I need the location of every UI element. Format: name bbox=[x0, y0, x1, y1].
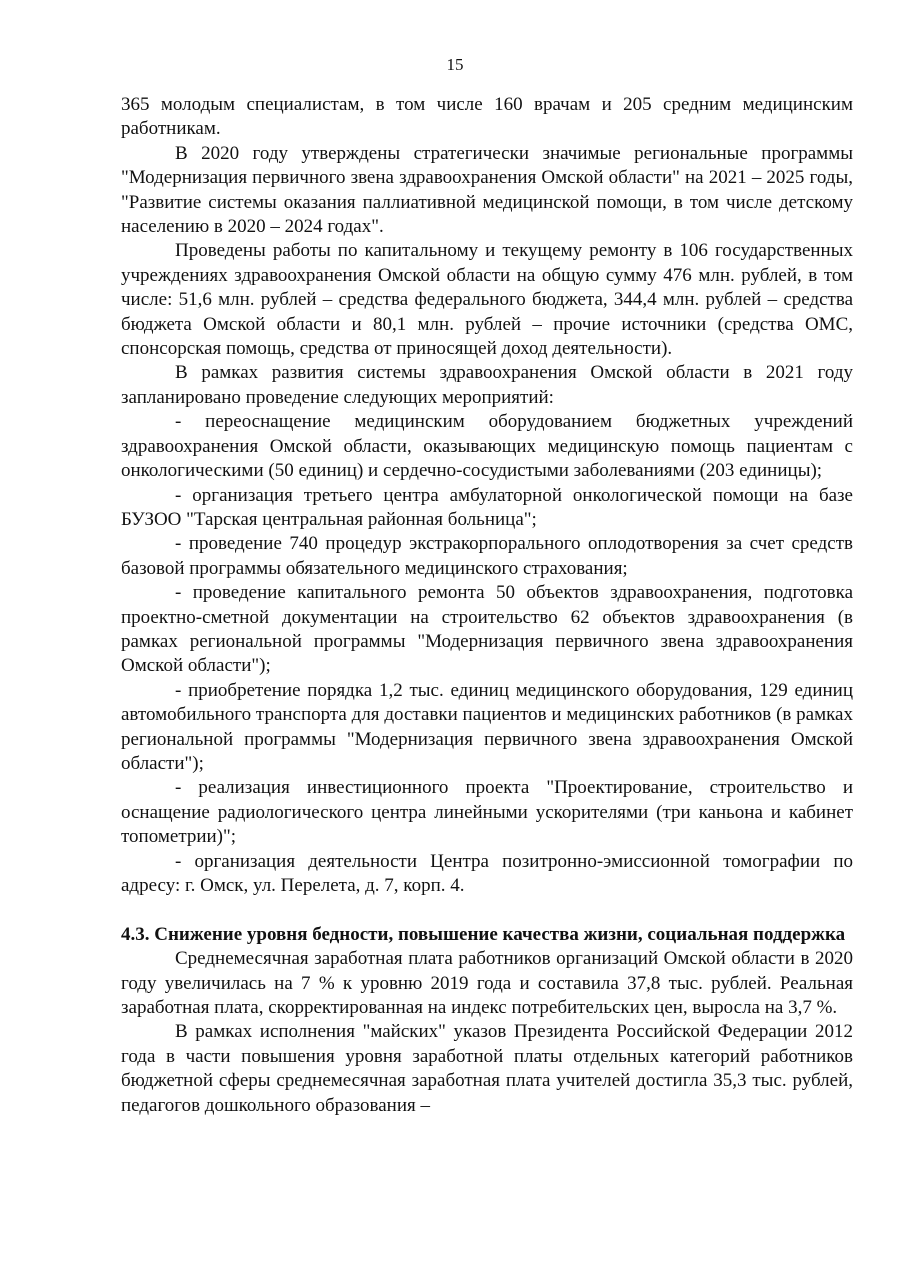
paragraph-repairs: Проведены работы по капитальному и текущему ремонту в 106 государственных учреждениях здравоохранения Омской области на общую сумму 476 млн. рублей, в том числе: 51,6 млн. рублей – средства федерального бюджета, 344,4 млн. рублей – средства бюджета Омской области и 80,1 млн. рублей – прочие источники (средства ОМС, спонсорская помощь, средства от приносящей доход деятельности). bbox=[121, 240, 853, 360]
list-item: - проведение капитального ремонта 50 объектов здравоохранения, подготовка проектно-сметной документации на строительство 62 объектов здравоохранения (в рамках региональной программы "Модернизация первичного звена здравоохранения Омской области"); bbox=[121, 582, 853, 677]
list-item: - реализация инвестиционного проекта "Проектирование, строительство и оснащение радиологического центра линейными ускорителями (три каньона и кабинет топометрии)"; bbox=[121, 777, 853, 848]
document-body bbox=[121, 93, 853, 1118]
paragraph-may-decrees: В рамках исполнения "майских" указов Президента Российской Федерации 2012 года в части повышения уровня заработной платы отдельных категорий работников бюджетной сферы среднемесячная заработная плата учителей достигла 35,3 тыс. рублей, педагогов дошкольного образования – bbox=[121, 1021, 853, 1116]
list-item: - переоснащение медицинским оборудованием бюджетных учреждений здравоохранения Омской области, оказывающих медицинскую помощь пациентам с онкологическими (50 единиц) и сердечно-сосудистыми заболеваниями (203 единицы); bbox=[121, 411, 853, 482]
list-item: - проведение 740 процедур экстракорпорального оплодотворения за счет средств базовой программы обязательного медицинского страхования; bbox=[121, 533, 853, 579]
paragraph-wages: Среднемесячная заработная плата работников организаций Омской области в 2020 году увеличилась на 7 % к уровню 2019 года и составила 37,8 тыс. рублей. Реальная заработная плата, скорректированная на индекс потребительских цен, выросла на 3,7 %. bbox=[121, 948, 853, 1019]
list-item: - организация деятельности Центра позитронно-эмиссионной томографии по адресу: г. Омск, ул. Перелета, д. 7, корп. 4. bbox=[121, 850, 853, 896]
paragraph-continuation: 365 молодым специалистам, в том числе 160 врачам и 205 средним медицинским работникам. bbox=[121, 94, 853, 140]
paragraph-plans-intro: В рамках развития системы здравоохранения Омской области в 2021 году запланировано проведение следующих мероприятий: bbox=[121, 362, 853, 408]
section-heading: 4.3. Снижение уровня бедности, повышение качества жизни, социальная поддержка bbox=[121, 923, 846, 945]
page-number: 15 bbox=[446, 55, 464, 74]
paragraph-programs: В 2020 году утверждены стратегически значимые региональные программы "Модернизация первичного звена здравоохранения Омской области" на 2021 – 2025 годы, "Развитие системы оказания паллиативной медицинской помощи, в том числе детскому населению в 2020 – 2024 годах". bbox=[121, 142, 853, 238]
list-item: - приобретение порядка 1,2 тыс. единиц медицинского оборудования, 129 единиц автомобильного транспорта для доставки пациентов и медицинских работников (в рамках региональной программы "Модернизация первичного звена здравоохранения Омской области"); bbox=[121, 679, 853, 774]
list-item: - организация третьего центра амбулаторной онкологической помощи на базе БУЗОО "Тарская центральная районная больница"; bbox=[121, 484, 853, 530]
